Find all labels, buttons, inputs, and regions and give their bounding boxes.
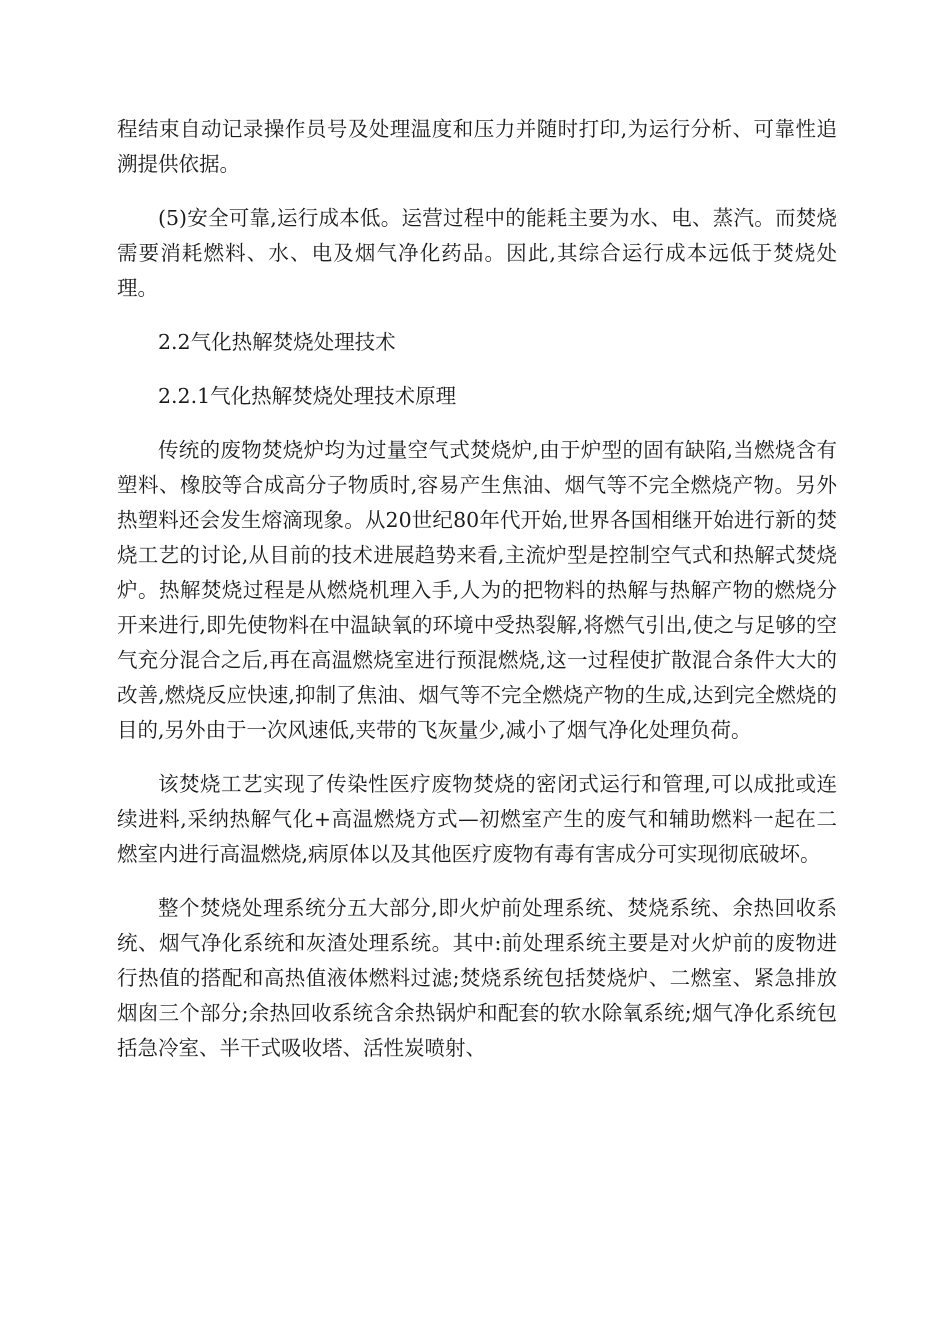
paragraph-system: 整个焚烧处理系统分五大部分,即火炉前处理系统、焚烧系统、余热回收系统、烟气净化系统和灰渣处理系统。其中:前处理系统主要是对火炉前的废物进行热值的搭配和高热值液体燃料过滤;焚烧系统包括焚烧炉、二燃室、紧急排放烟囱三个部分;余热回收系统含余热锅炉和配套的软水除氧系统;烟气净化系统包括急冷室、半干式吸收塔、活性炭喷射、: [117, 896, 837, 1060]
paragraph-continuation: 程结束自动记录操作员号及处理温度和压力并随时打印,为运行分析、可靠性追溯提供依据。: [117, 117, 837, 176]
paragraph-principle: 传统的废物焚烧炉均为过量空气式焚烧炉,由于炉型的固有缺陷,当燃烧含有塑料、橡胶等合成高分子物质时,容易产生焦油、烟气等不完全燃烧产物。另外热塑料还会发生熔滴现象。从20世纪80年代开始,世界各国相继开始进行新的焚烧工艺的讨论,从目前的技术进展趋势来看,主流炉型是控制空气式和热解式焚烧炉。热解焚烧过程是从燃烧机理入手,人为的把物料的热解与热解产物的燃烧分开来进行,即先使物料在中温缺氧的环境中受热裂解,将燃气引出,使之与足够的空气充分混合之后,再在高温燃烧室进行预混燃烧,这一过程使扩散混合条件大大的改善,燃烧反应快速,抑制了焦油、烟气等不完全燃烧产物的生成,达到完全燃烧的目的,另外由于一次风速低,夹带的飞灰量少,减小了烟气净化处理负荷。: [117, 438, 837, 742]
section-heading-2-2: 2.2气化热解焚烧处理技术: [158, 330, 396, 354]
section-heading-2-2-1: 2.2.1气化热解焚烧处理技术原理: [158, 384, 457, 408]
paragraph-process: 该焚烧工艺实现了传染性医疗废物焚烧的密闭式运行和管理,可以成批或连续进料,采纳热解气化+高温燃烧方式—初燃室产生的废气和辅助燃料一起在二燃室内进行高温燃烧,病原体以及其他医疗废物有毒有害成分可实现彻底破坏。: [117, 772, 837, 866]
document-page: [117, 112, 837, 1085]
paragraph-safety-cost: (5)安全可靠,运行成本低。运营过程中的能耗主要为水、电、蒸汽。而焚烧需要消耗燃料、水、电及烟气净化药品。因此,其综合运行成本远低于焚烧处理。: [117, 206, 837, 300]
